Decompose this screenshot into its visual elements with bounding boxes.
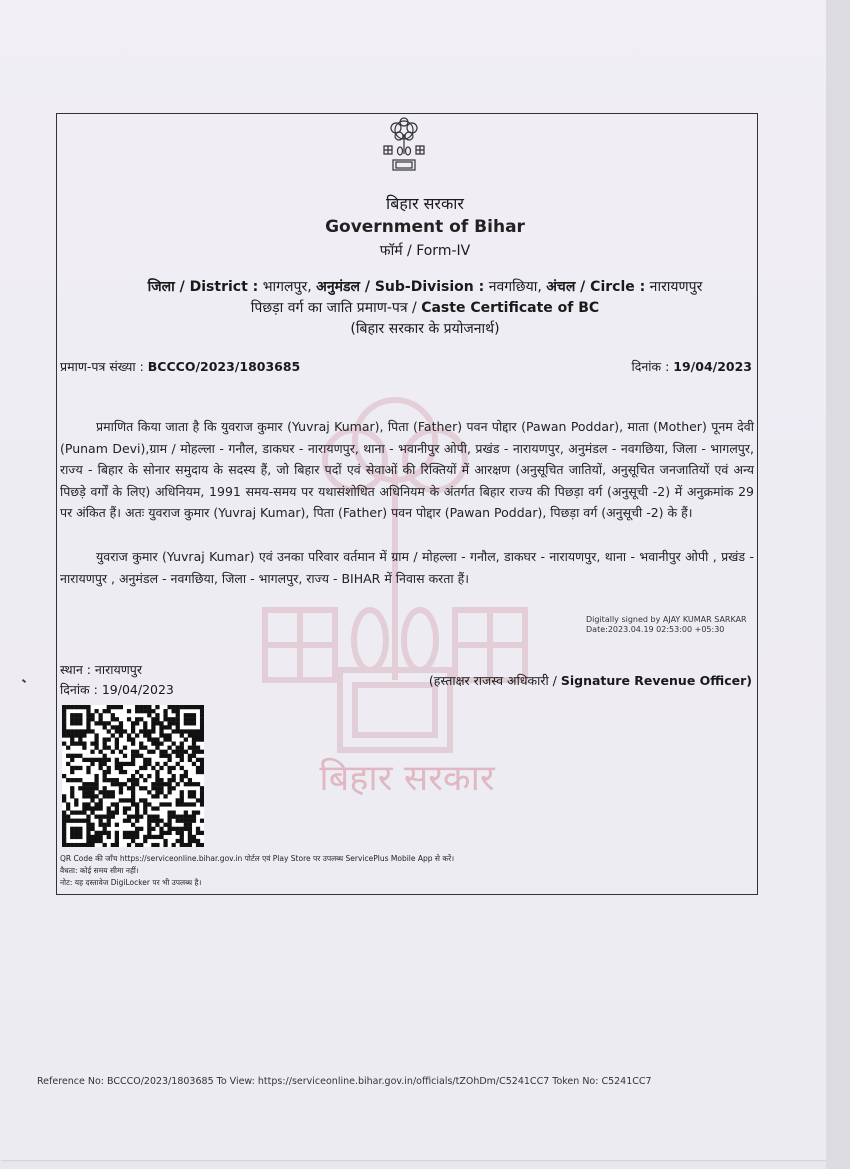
paragraph-1-text: प्रमाणित किया जाता है कि युवराज कुमार (Yuvraj Kumar), पिता (Father) पवन पोद्दार (Pawan Poddar), माता (Mother) पूनम देवी (Punam Devi),ग्राम / मोहल्ला - गनौल, डाकघर - नारायणपुर, थाना - भवानीपुर ओपी, प्रखंड - नारायणपुर, अनुमंडल - नवगछिया, जिला - भागलपुर, राज्य - बिहार के सोनार समुदाय के सदस्य हैं, जो बिहार पदों एवं सेवाओं की रिक्तियों में आरक्षण (अनुसूचित जातियों, अनुसूचित जनजातियों एवं अन्य पिछड़े वर्गों के लिए) अधिनियम, 1991 समय-समय पर यथासंशोधित अधिनियम के अंतर्गत बिहार राज्य की पिछड़ा वर्ग (अनुसूची -2) में अनुक्रमांक 29 पर अंकित हैं। अतः युवराज कुमार (Yuvraj Kumar), पिता (Father) पवन पोद्दार (Pawan Poddar), पिछड़ा वर्ग (अनुसूची -2) के हैं। (60, 419, 754, 520)
digilocker-note: नोट: यह दस्तावेज DigiLocker पर भी उपलब्ध है। (60, 878, 202, 887)
digital-signature-date: Date:2023.04.19 02:53:00 +05:30 (586, 625, 725, 634)
title-hindi: पिछड़ा वर्ग का जाति प्रमाण-पत्र / (250, 300, 417, 316)
certificate-date-value: 19/04/2023 (673, 359, 752, 374)
signature-line (429, 672, 752, 689)
circle-label: अंचल / Circle : (546, 279, 646, 295)
certification-paragraph (60, 416, 754, 524)
title-english: Caste Certificate of BC (421, 300, 600, 316)
circle-value: नारायणपुर (649, 279, 703, 295)
validity-note: वैधता: कोई समय सीमा नहीं। (60, 866, 139, 875)
certificate-number-value: BCCCO/2023/1803685 (147, 359, 301, 374)
qr-code-icon[interactable] (62, 705, 204, 847)
paragraph-2-text: युवराज कुमार (Yuvraj Kumar) एवं उनका परिवार वर्तमान में ग्राम / मोहल्ला - गनौल, डाकघर - नारायणपुर, थाना - भवानीपुर ओपी , प्रखंड - नारायणपुर , अनुमंडल - नवगछिया, जिला - भागलपुर, राज्य - BIHAR में निवास करता हैं। (60, 549, 754, 586)
location-line (0, 277, 850, 296)
certificate-title (0, 298, 850, 317)
residence-paragraph (60, 546, 754, 589)
bihar-emblem-icon (372, 116, 436, 178)
govt-hindi-heading: बिहार सरकार (386, 194, 464, 213)
digital-signature (586, 615, 747, 635)
form-label: फॉर्म / Form-IV (379, 243, 471, 259)
scan-edge (826, 0, 850, 1169)
certificate-number-label: प्रमाण-पत्र संख्या : (60, 359, 144, 374)
place-date-value: 19/04/2023 (101, 682, 174, 697)
subdivision-value: नवगछिया, (488, 279, 542, 295)
place-line: स्थान : नारायणपुर (60, 662, 142, 677)
place-date (60, 681, 174, 698)
district-value: भागलपुर, (262, 279, 312, 295)
signature-english: Signature Revenue Officer) (560, 673, 752, 688)
certificate-number (60, 358, 300, 375)
purpose-line: (बिहार सरकार के प्रयोजनार्थ) (350, 321, 500, 337)
reference-footer: Reference No: BCCCO/2023/1803685 To View: https://serviceonline.bihar.gov.in/officials/tZOhDm/C5241CC7 Token No: C5241CC7 (37, 1076, 652, 1087)
district-label: जिला / District : (147, 279, 259, 295)
govt-english-heading: Government of Bihar (325, 217, 525, 237)
subdivision-label: अनुमंडल / Sub-Division : (316, 279, 485, 295)
certificate-date-label: दिनांक : (631, 359, 670, 374)
watermark-text: बिहार सरकार (319, 758, 495, 799)
signature-hindi: (हस्ताक्षर राजस्व अधिकारी / (428, 673, 557, 688)
qr-verification-note: QR Code की जाँच https://serviceonline.bihar.gov.in पोर्टल एवं Play Store पर उपलब्ध ServicePlus Mobile App से करें। (60, 854, 455, 863)
digital-signature-signer: Digitally signed by AJAY KUMAR SARKAR (586, 615, 747, 624)
certificate-date (631, 358, 752, 375)
place-date-label: दिनांक : (60, 682, 98, 697)
